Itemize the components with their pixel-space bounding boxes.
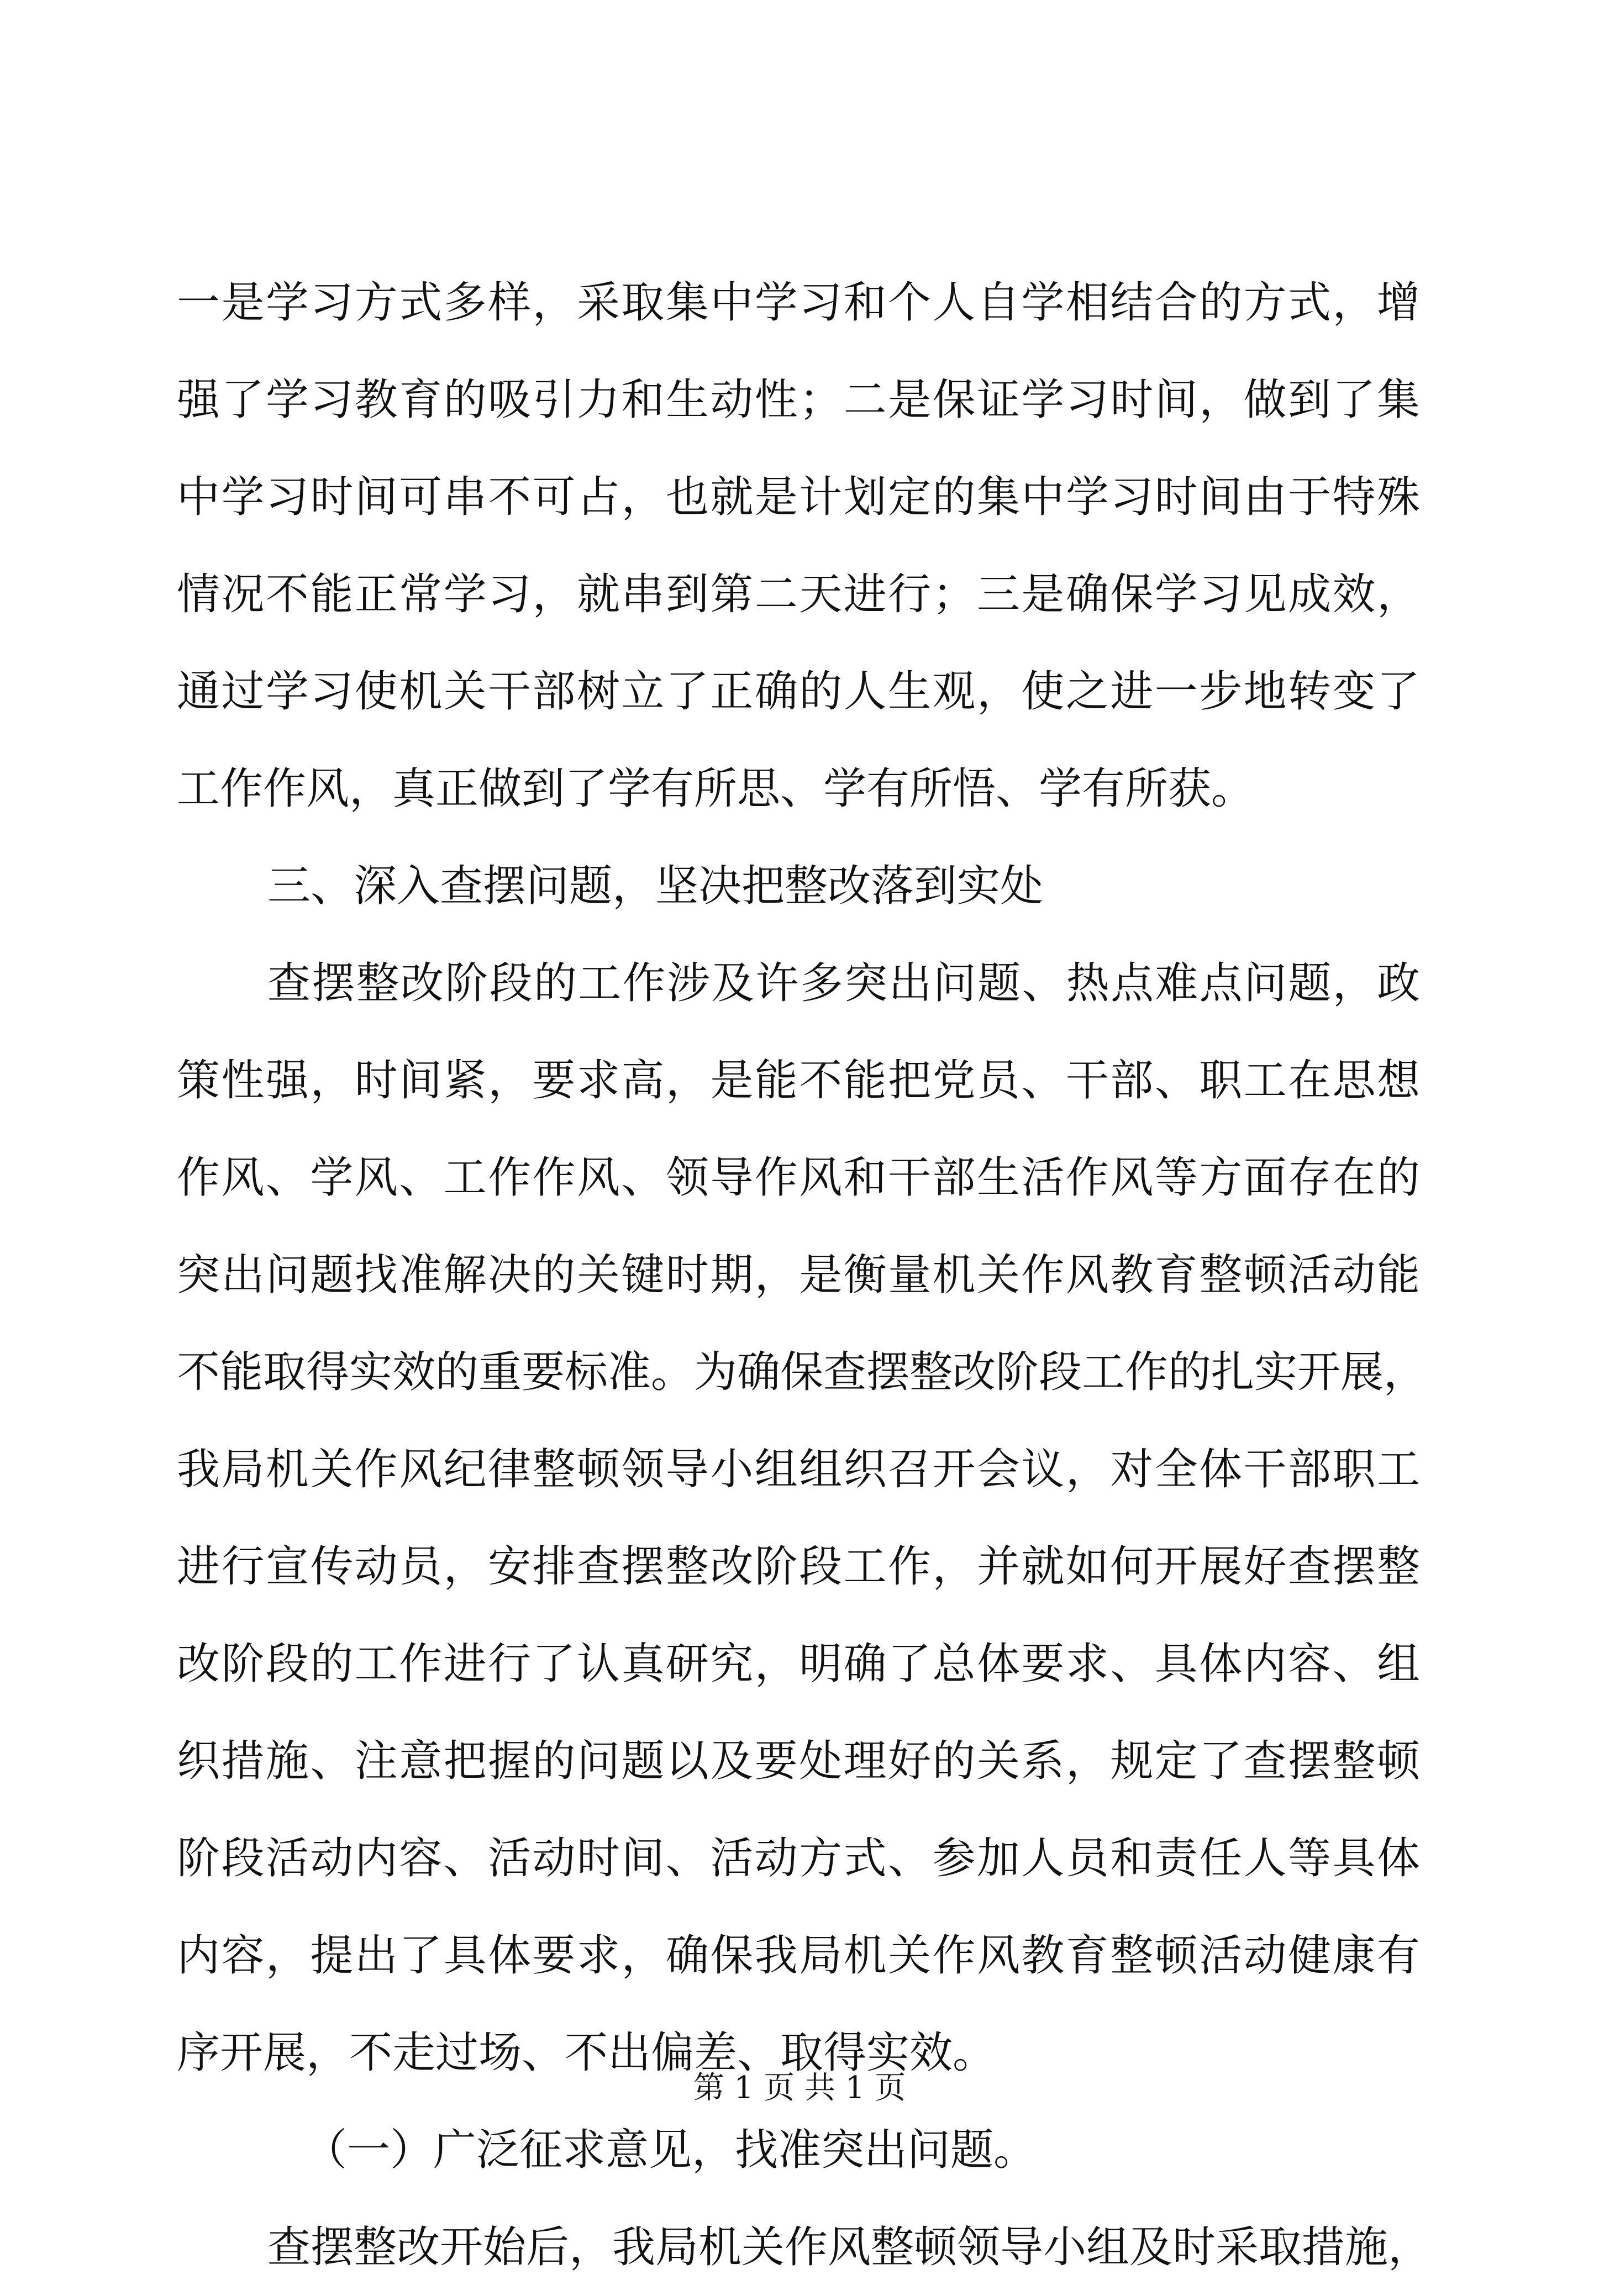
text-line: 通过学习使机关干部树立了正确的人生观，使之进一步地转变了 [177, 667, 1420, 717]
text-line: 作风、学风、工作作风、领导作风和干部生活作风等方面存在的 [177, 1153, 1420, 1203]
document-body [177, 254, 1432, 2296]
text-line: 不能取得实效的重要标准。为确保查摆整改阶段工作的扎实开展， [177, 1347, 1427, 1397]
text-line: 进行宣传动员，安排查摆整改阶段工作，并就如何开展好查摆整 [177, 1542, 1420, 1592]
text-line: 突出问题找准解决的关键时期，是衡量机关作风教育整顿活动能 [177, 1250, 1420, 1300]
text-line: 查摆整改开始后，我局机关作风整顿领导小组及时采取措施， [267, 2223, 1432, 2272]
page-footer: 第 1 页 共 1 页 [693, 2070, 906, 2106]
text-line: 工作作风，真正做到了学有所思、学有所悟、学有所获。 [177, 764, 1255, 814]
text-line: 内容，提出了具体要求，确保我局机关作风教育整顿活动健康有 [177, 1931, 1420, 1981]
section-heading: 三、深入查摆问题，坚决把整改落到实处 [267, 861, 1044, 911]
text-line: 织措施、注意把握的问题以及要处理好的关系，规定了查摆整顿 [177, 1736, 1420, 1786]
text-line: 我局机关作风纪律整顿领导小组组织召开会议，对全体干部职工 [177, 1445, 1420, 1494]
text-line: 策性强，时间紧，要求高，是能不能把党员、干部、职工在思想 [177, 1056, 1420, 1105]
text-line: 一是学习方式多样，采取集中学习和个人自学相结合的方式，增 [177, 278, 1420, 328]
text-line: 改阶段的工作进行了认真研究，明确了总体要求、具体内容、组 [177, 1639, 1420, 1689]
text-line: 情况不能正常学习，就串到第二天进行；三是确保学习见成效， [177, 570, 1420, 619]
text-line: 中学习时间可串不可占，也就是计划定的集中学习时间由于特殊 [177, 472, 1420, 522]
text-line: 序开展，不走过场、不出偏差、取得实效。 [177, 2028, 996, 2078]
subsection-heading: （一）广泛征求意见，找准突出问题。 [304, 2125, 1037, 2175]
text-line: 查摆整改阶段的工作涉及许多突出问题、热点难点问题，政 [267, 959, 1420, 1008]
text-line: 强了学习教育的吸引力和生动性；二是保证学习时间，做到了集 [177, 375, 1420, 425]
text-line: 阶段活动内容、活动时间、活动方式、参加人员和责任人等具体 [177, 1834, 1420, 1883]
